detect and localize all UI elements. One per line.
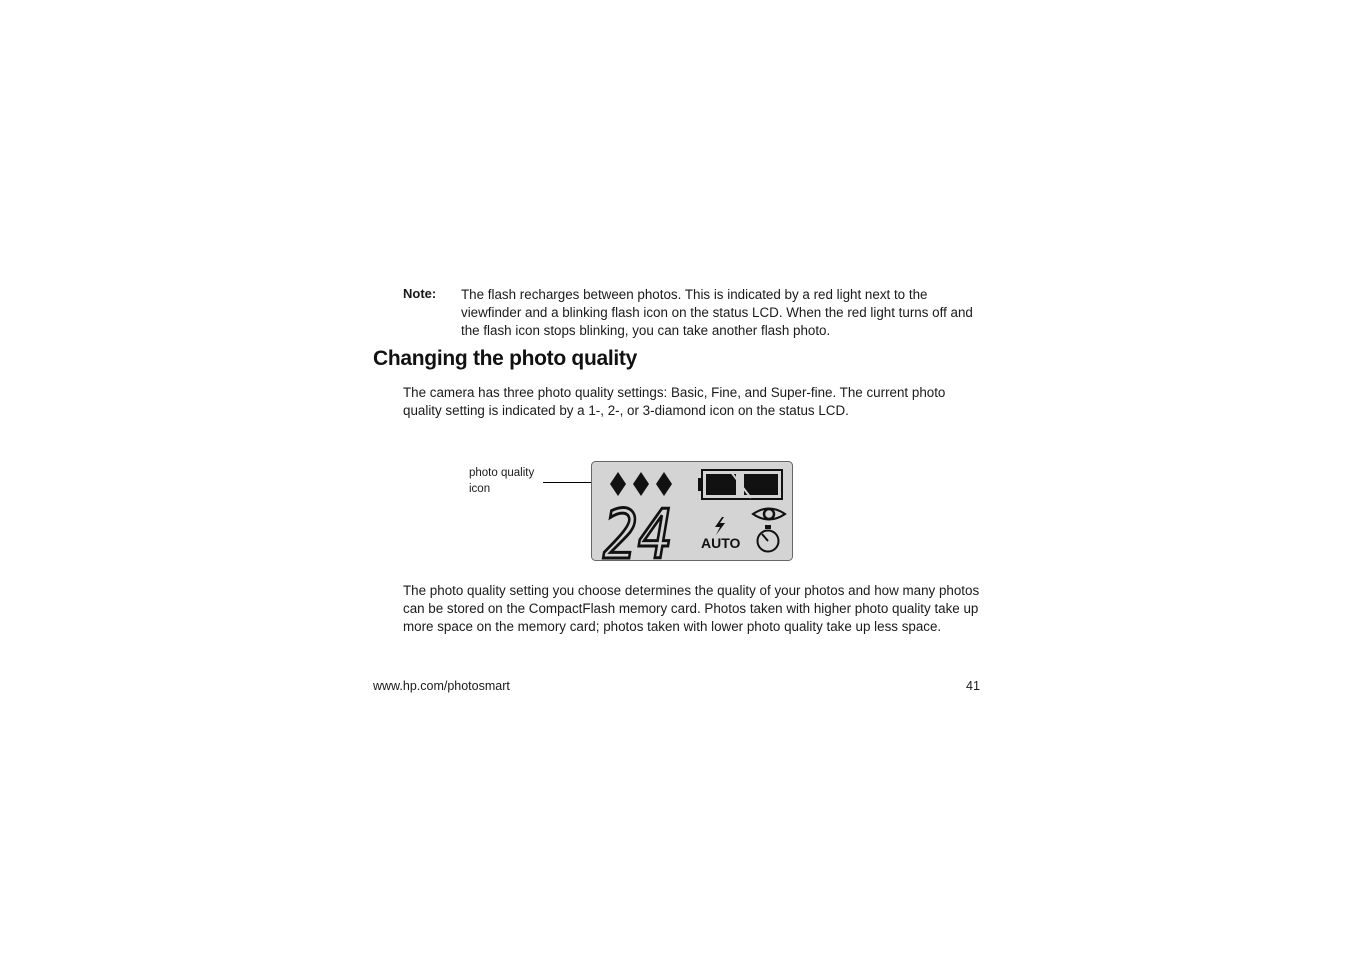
photo-quality-diamond-icons: [610, 472, 672, 496]
section-heading: Changing the photo quality: [373, 347, 638, 370]
body-paragraph: The photo quality setting you choose determines the quality of your photos and how many photos can be stored on the CompactFlash memory card. Photos taken with higher photo quality take up more space on the memory card; photos taken with lower photo quality take up less space.: [403, 583, 980, 634]
flash-mode-label: AUTO: [701, 535, 741, 551]
shots-remaining-readout: 24: [603, 496, 673, 561]
footer-url: www.hp.com/photosmart: [373, 679, 510, 693]
page-number: 41: [966, 679, 980, 693]
note-text: The flash recharges between photos. This is indicated by a red light next to the viewfinder and a blinking flash icon on the status LCD. When the red light turns off and the flash icon stops blinking, you can take another flash photo.: [461, 287, 973, 338]
status-lcd-figure: [591, 461, 793, 561]
intro-paragraph: The camera has three photo quality settings: Basic, Fine, and Super-fine. The current photo quality setting is indicated by a 1-, 2-, or 3-diamond icon on the status LCD.: [403, 385, 946, 418]
callout-label: photo quality icon: [469, 467, 535, 495]
note-label: Note:: [403, 286, 437, 301]
